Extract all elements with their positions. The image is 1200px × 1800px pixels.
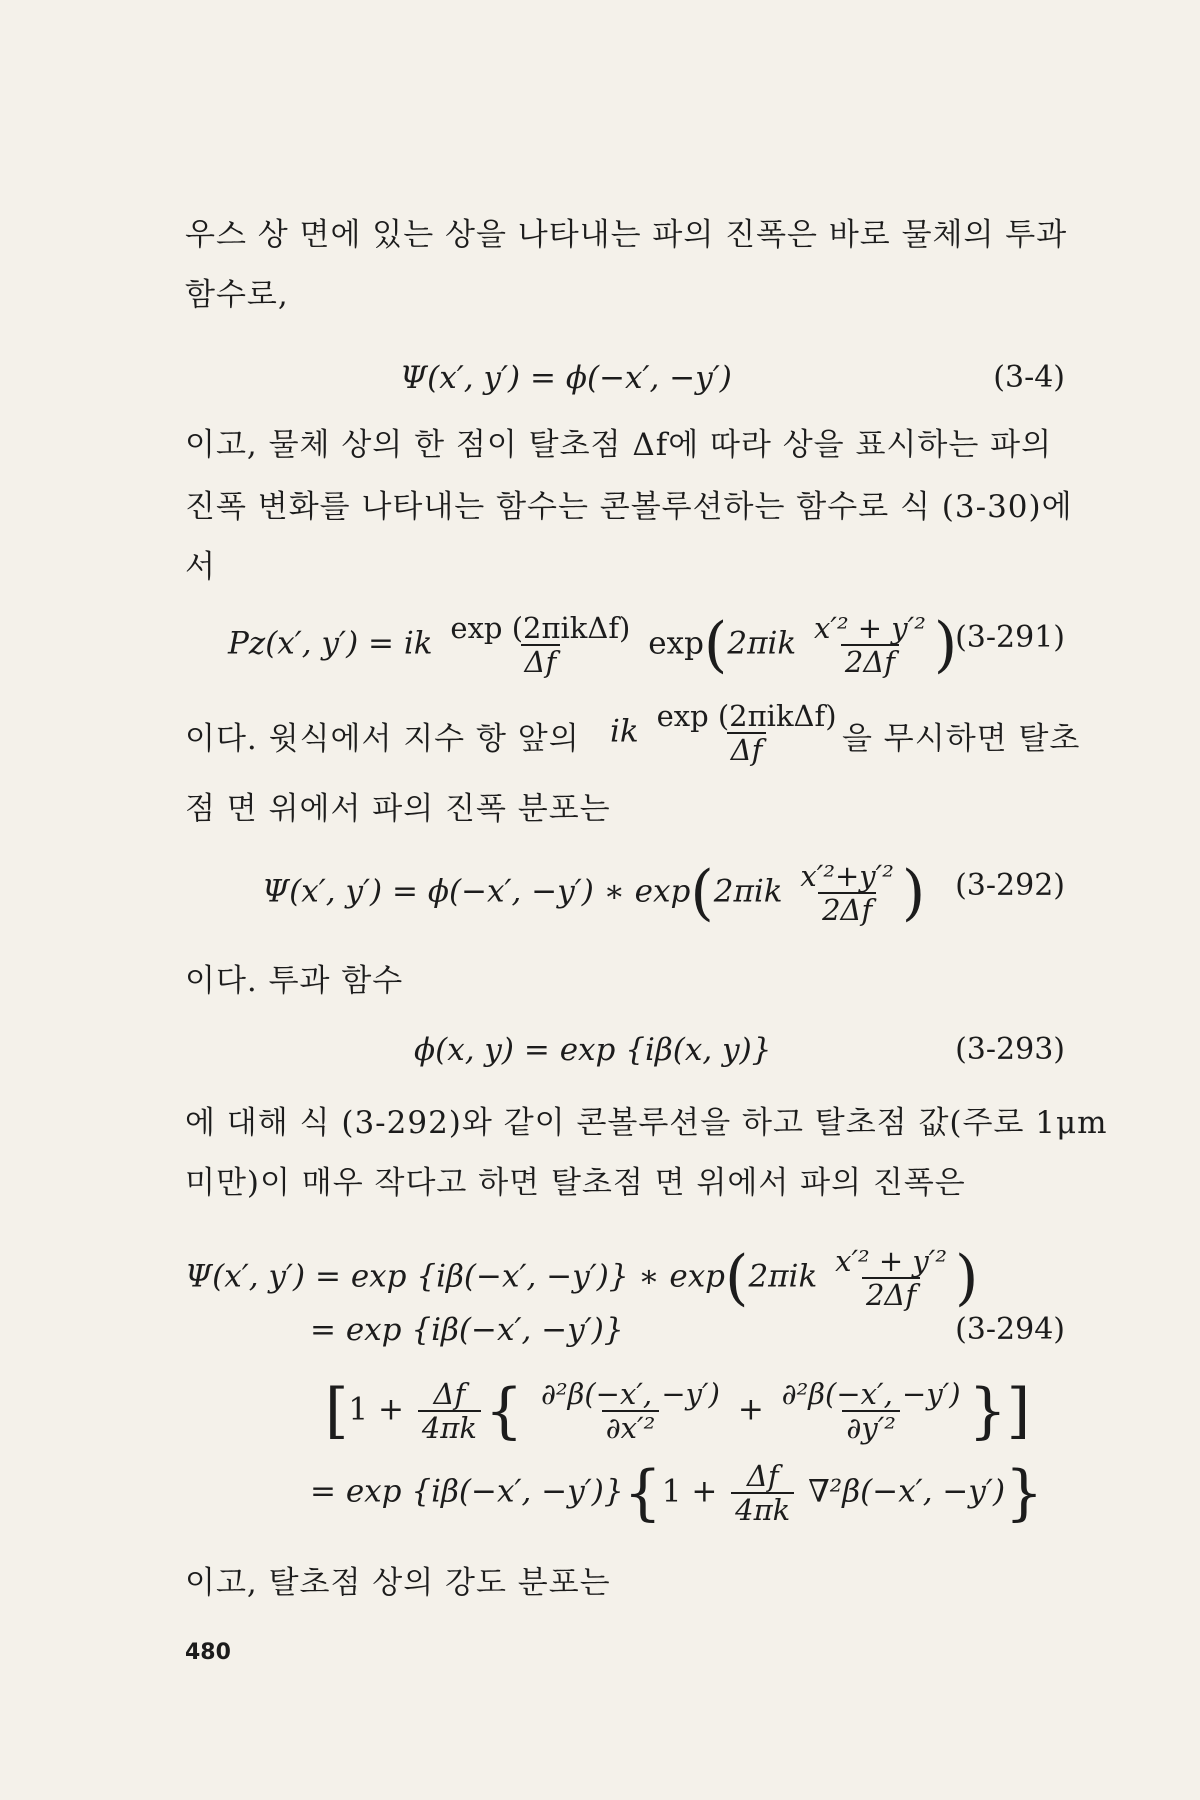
paragraph-line: 서 <box>185 549 216 585</box>
numerator: exp (2πikΔf) <box>450 611 631 645</box>
fraction <box>731 1460 794 1526</box>
inner: 2πik <box>727 625 797 662</box>
equation-3-4: Ψ(x′, y′) = ϕ(−x′, −y′) <box>400 360 732 396</box>
denominator: 2Δf <box>841 644 899 678</box>
paragraph-line: 을 무시하면 탈초 <box>842 721 1081 757</box>
equation-number: (3-293) <box>955 1032 1065 1067</box>
inner: 2πik <box>748 1258 818 1295</box>
eq-lhs: Pz(x′, y′) = ik <box>228 625 433 662</box>
term: 1 + <box>661 1473 718 1510</box>
fraction <box>537 1378 724 1444</box>
exp-label: exp <box>648 625 704 662</box>
term: ∇²β(−x′, −y′) <box>808 1473 1006 1510</box>
equation-3-294-line2: = exp {iβ(−x′, −y′)} <box>310 1312 624 1348</box>
paragraph-line: 진폭 변화를 나타내는 함수는 콘볼루션하는 함수로 식 (3-30)에 <box>185 489 1073 525</box>
equation-3-294-line3: [1 + $\frac{\Delta f}{4\pi k}$ { $\frac{\text{∂²β(−x′, −y′)}}{\text{∂x′²}}$ + $\frac{\text{∂²β(−x′, −y′)}}{\text{∂y′²}}$ }] <box>325 1376 1031 1446</box>
paragraph-line: 에 대해 식 (3-292)와 같이 콘볼루션을 하고 탈초점 값(주로 1μm <box>185 1105 1108 1141</box>
eq-lhs: Ψ(x′, y′) = ϕ(−x′, −y′) ∗ exp <box>262 873 691 910</box>
inline-ik: ik <box>610 713 639 750</box>
paragraph-line: 이고, 물체 상의 한 점이 탈초점 Δf에 따라 상을 표시하는 파의 <box>185 427 1053 463</box>
equation-3-293: ϕ(x, y) = exp {iβ(x, y)} <box>414 1032 772 1068</box>
term: 1 + <box>348 1391 404 1428</box>
denominator: ∂y′² <box>842 1410 900 1444</box>
inner: 2πik <box>713 873 783 910</box>
fraction <box>653 700 841 766</box>
equation-3-292: Ψ(x′, y′) = ϕ(−x′, −y′) ∗ exp(2πik $\frac{\text{x′²+y′²}}{2\Delta f}$ ) <box>262 858 926 928</box>
fraction <box>446 612 634 678</box>
eq-lhs: Ψ(x′, y′) = exp {iβ(−x′, −y′)} ∗ exp <box>185 1258 726 1295</box>
equation-3-294-line4: = exp {iβ(−x′, −y′)}{1 + $\frac{\Delta f}{4\pi k}$ ∇²β(−x′, −y′)} <box>310 1458 1044 1528</box>
equation-3-291: Pz(x′, y′) = ik $\frac{\text{exp (2πikΔf)}}{\Delta f}$ exp(2πik $\frac{\text{x′² + y′²}}{2\Delta f}$ ) <box>228 610 958 680</box>
denominator: ∂x′² <box>602 1410 660 1444</box>
fraction <box>778 1378 965 1444</box>
fraction <box>796 860 897 926</box>
paragraph-line: 이고, 탈초점 상의 강도 분포는 <box>185 1565 611 1601</box>
paragraph-line: 이다. 투과 함수 <box>185 963 404 999</box>
denominator: 4πk <box>731 1492 794 1526</box>
paragraph-line: 점 면 위에서 파의 진폭 분포는 <box>185 791 611 827</box>
numerator: x′² + y′² <box>835 1244 948 1278</box>
inline-fraction <box>610 700 845 766</box>
numerator: ∂²β(−x′, −y′) <box>540 1377 720 1411</box>
term: = exp {iβ(−x′, −y′)} <box>310 1473 624 1510</box>
denominator: 2Δf <box>818 892 876 926</box>
paragraph-line: 이다. 윗식에서 지수 항 앞의 <box>185 721 580 757</box>
equation-number: (3-291) <box>955 620 1065 655</box>
fraction <box>418 1378 481 1444</box>
paragraph-line: 함수로, <box>185 277 289 313</box>
denominator: 4πk <box>418 1410 481 1444</box>
numerator: exp (2πikΔf) <box>656 699 837 733</box>
denominator: Δf <box>521 644 561 678</box>
equation-number: (3-292) <box>955 868 1065 903</box>
equation-number: (3-4) <box>993 360 1065 395</box>
numerator: ∂²β(−x′, −y′) <box>781 1377 961 1411</box>
numerator: Δf <box>746 1459 779 1493</box>
numerator: Δf <box>433 1377 466 1411</box>
denominator: 2Δf <box>862 1277 920 1311</box>
page-number: 480 <box>185 1640 231 1665</box>
fraction <box>810 612 930 678</box>
denominator: Δf <box>727 732 767 766</box>
equation-number: (3-294) <box>955 1312 1065 1347</box>
numerator: x′²+y′² <box>800 859 894 893</box>
equation-3-294-line1: Ψ(x′, y′) = exp {iβ(−x′, −y′)} ∗ exp(2πik $\frac{\text{x′² + y′²}}{2\Delta f}$ ) <box>185 1243 979 1313</box>
numerator: x′² + y′² <box>814 611 926 645</box>
paragraph-line: 미만)이 매우 작다고 하면 탈초점 면 위에서 파의 진폭은 <box>185 1165 966 1201</box>
fraction <box>831 1245 951 1311</box>
paragraph-line: 우스 상 면에 있는 상을 나타내는 파의 진폭은 바로 물체의 투과 <box>185 217 1068 253</box>
plus: + <box>737 1391 764 1428</box>
